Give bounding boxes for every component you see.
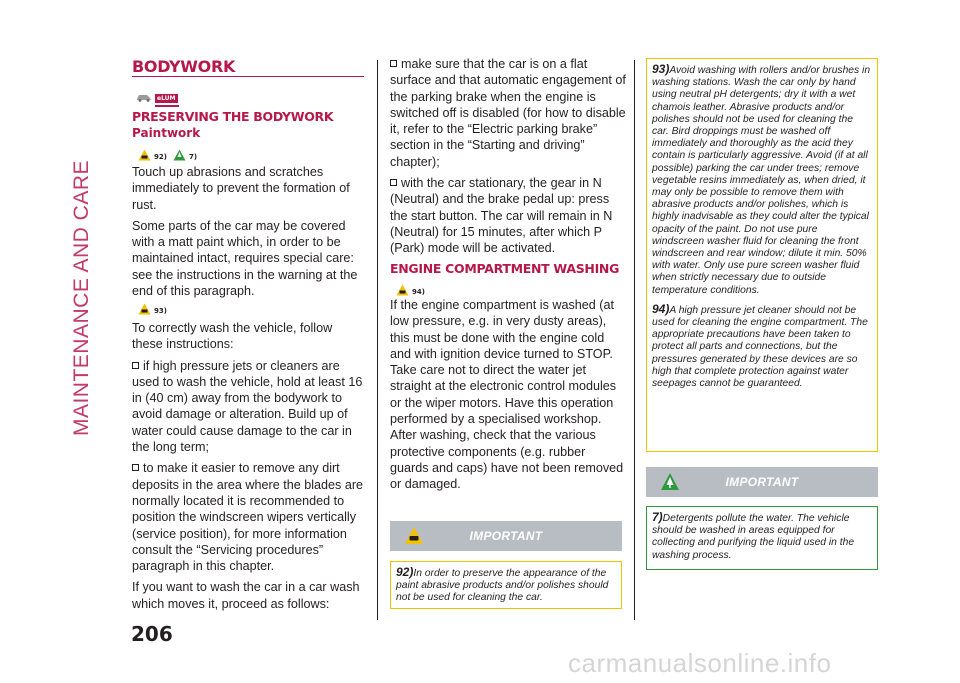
warning-box-92 bbox=[390, 561, 622, 609]
lum-indicator bbox=[136, 85, 179, 107]
engine-washing-title: ENGINE COMPARTMENT WASHING bbox=[390, 261, 620, 276]
section-title-rule bbox=[132, 76, 364, 77]
page-number: 206 bbox=[131, 622, 173, 646]
engine-washing-body bbox=[390, 297, 626, 498]
warning-box-93-94 bbox=[646, 58, 878, 452]
ref-94: 94) bbox=[412, 288, 425, 296]
bullet-item: make sure that the car is on a flat surface and that automatic engagement of the parking brake when the engine is switched off is disabled (for how to disable it, refer to the “Electric parking brake” section in the “Starting and driving” chapter); bbox=[390, 57, 626, 169]
paragraph: Some parts of the car may be covered with a matt paint which, in order to be maintained intact, requires special care: see the instructions in the warning at the end of this paragraph. bbox=[132, 218, 358, 299]
environment-icon bbox=[173, 149, 186, 161]
wrench-car-icon bbox=[136, 87, 152, 106]
bullet-item: if high pressure jets or cleaners are used to wash the vehicle, hold at least 16 in (40 cm) away from the bodywork to avoid damage or alteration. Build up of water could cause damage to the car in the long term; bbox=[132, 358, 363, 455]
lum-badge: eLUM bbox=[157, 95, 176, 102]
environment-number: 7) bbox=[652, 510, 663, 524]
paintwork-title: Paintwork bbox=[132, 126, 201, 140]
bullet-item: with the car stationary, the gear in N (Neutral) and the brake pedal up: press the start button. The car will remain in N (Neutral) for 15 minutes, after which P (Park) mode will be activated. bbox=[390, 176, 613, 256]
environment-text: Detergents pollute the water. The vehicle should be washed in areas equipped for collecting and purifying the liquid used in the washing process. bbox=[652, 513, 855, 561]
important-banner bbox=[646, 467, 878, 497]
watermark: carmanualsonline.info bbox=[568, 648, 832, 678]
warning-car-icon bbox=[138, 149, 151, 161]
paragraph: If the engine compartment is washed (at low pressure, e.g. in very dusty areas), this must be done with the engine cold and with ignition device turned to STOP. Take care not to direct the water jet straight at the electronic control modules or the wiper motors. Have this operation performed by a specialised workshop. After washing, check that the various protective components (e.g. rubber guards and caps) have not been removed or damaged. bbox=[390, 298, 624, 492]
lum-badge-underline bbox=[155, 105, 179, 107]
warning-text: In order to preserve the appearance of the paint abrasive products and/or polishes should not be used for cleaning the car. bbox=[396, 568, 609, 604]
column-1-body bbox=[132, 164, 366, 304]
warning-car-icon bbox=[138, 303, 151, 315]
ref-93: 93) bbox=[154, 307, 167, 315]
warning-number: 94) bbox=[652, 301, 670, 316]
paragraph: Touch up abrasions and scratches immediately to prevent the formation of rust. bbox=[132, 165, 350, 212]
column-2-body bbox=[390, 56, 626, 262]
column-divider bbox=[377, 60, 378, 620]
warning-number: 93) bbox=[652, 62, 670, 76]
paragraph: If you want to wash the car in a car wash which moves it, proceed as follows: bbox=[132, 580, 360, 611]
warning-number: 92) bbox=[396, 565, 414, 579]
environment-box-7 bbox=[646, 506, 878, 570]
subsection-title: PRESERVING THE BODYWORK bbox=[132, 109, 334, 124]
engine-warning-ref bbox=[396, 278, 425, 296]
warning-car-icon bbox=[396, 284, 409, 296]
checkbox-bullet-icon bbox=[390, 60, 397, 67]
chapter-side-label-text: MAINTENANCE AND CARE bbox=[70, 159, 93, 437]
ref-7: 7) bbox=[188, 153, 198, 161]
bullet-item: to make it easier to remove any dirt deposits in the area where the blades are normally located it is recommended to position the windscreen wipers vertically (service position), for more information consult the “Servicing procedures” paragraph in this chapter. bbox=[132, 461, 364, 574]
ref-92: 92) bbox=[154, 153, 167, 161]
paragraph: To correctly wash the vehicle, follow these instructions: bbox=[132, 321, 333, 352]
checkbox-bullet-icon bbox=[132, 464, 139, 471]
warning-text: Avoid washing with rollers and/or brushes in washing stations. Wash the car only by hand using neutral pH detergents; dry it with a wet chamois leather. Abrasive products and/or polishes should not be used for cleaning the car. Bird droppings must be washed off immediately and thoroughly as the acid they contain is particularly aggressive. Avoid (if at all possible) parking the car under trees; remove vegetable resins immediately as, when dried, it may only be possible to remove them with abrasive products and/or polishes, which is highly inadvisable as they could alter the typical opacity of the paint. Do not use pure windscreen washer fluid for cleaning the front windscreen and rear window; dilute it min. 50% with water. Only use pure screen washer fluid when strictly necessary due to outside temperature conditions. bbox=[652, 65, 871, 296]
section-title: BODYWORK bbox=[132, 57, 236, 76]
checkbox-bullet-icon bbox=[132, 362, 139, 369]
matt-paint-warning-ref bbox=[138, 297, 167, 315]
important-label: IMPORTANT bbox=[725, 475, 799, 489]
important-banner bbox=[390, 521, 622, 551]
paintwork-warning-refs bbox=[138, 143, 197, 161]
important-label: IMPORTANT bbox=[469, 529, 543, 543]
column-divider bbox=[634, 60, 635, 620]
column-1-body-2 bbox=[132, 320, 366, 617]
warning-text: A high pressure jet cleaner should not be used for cleaning the engine compartment. The appropriate precautions have been taken to protect all parts and connections, but the pressures generated by these devices are so high that complete protection against water seepages cannot be guaranteed. bbox=[652, 304, 868, 390]
checkbox-bullet-icon bbox=[390, 179, 397, 186]
